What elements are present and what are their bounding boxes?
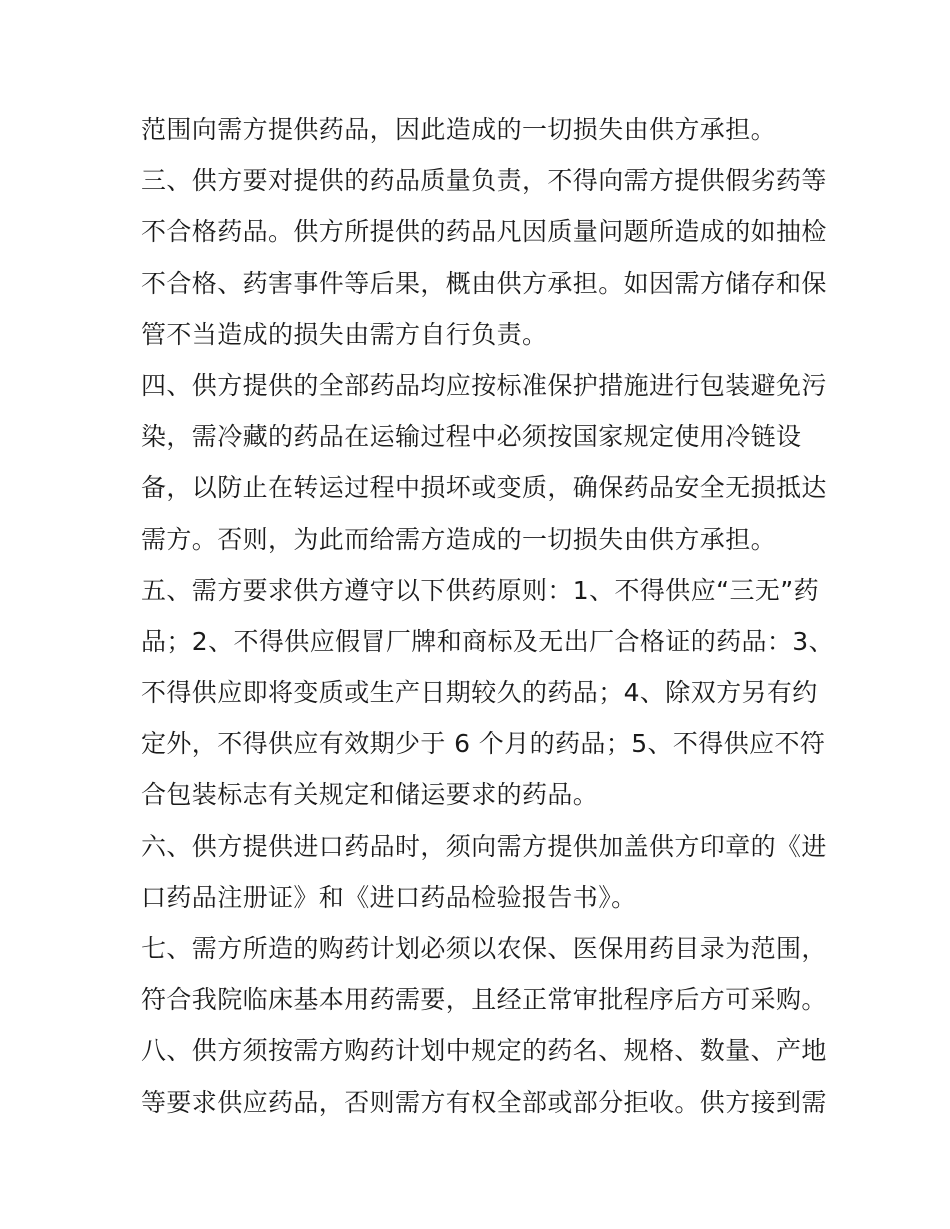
document-body (141, 107, 835, 1131)
text-line: 八、供方须按需方购药计划中规定的药名、规格、数量、产地 (141, 1036, 827, 1066)
text-line: 符合我院临床基本用药需要，且经正常审批程序后方可采购。 (141, 985, 827, 1015)
text-line: 范围向需方提供药品，因此造成的一切损失由供方承担。 (141, 115, 777, 144)
text-line: 口药品注册证》和《进口药品检验报告书》。 (141, 882, 637, 912)
text-line: 三、供方要对提供的药品质量负责，不得向需方提供假劣药等 (141, 166, 827, 196)
text-line: 五、需方要求供方遵守以下供药原则：1、不得供应“三无”药 (141, 575, 820, 605)
text-line: 不合格药品。供方所提供的药品凡因质量问题所造成的如抽检 (141, 217, 827, 247)
text-line: 七、需方所造的购药计划必须以农保、医保用药目录为范围， (141, 934, 827, 963)
text-line: 品；2、不得供应假冒厂牌和商标及无出厂合格证的药品：3、 (141, 626, 835, 656)
text-line: 管不当造成的损失由需方自行负责。 (141, 319, 548, 349)
text-line: 不得供应即将变质或生产日期较久的药品；4、除双方另有约 (141, 678, 818, 708)
text-line: 六、供方提供进口药品时，须向需方提供加盖供方印章的《进 (141, 831, 827, 861)
text-line: 合包装标志有关规定和储运要求的药品。 (141, 780, 599, 810)
text-line: 染，需冷藏的药品在运输过程中必须按国家规定使用冷链设 (141, 422, 802, 452)
text-line: 定外，不得供应有效期少于 6 个月的药品；5、不得供应不符 (141, 729, 826, 759)
text-line: 四、供方提供的全部药品均应按标准保护措施进行包装避免污 (141, 370, 827, 400)
text-line: 备，以防止在转运过程中损坏或变质，确保药品安全无损抵达 (141, 473, 827, 503)
text-line: 需方。否则，为此而给需方造成的一切损失由供方承担。 (141, 524, 777, 554)
text-line: 等要求供应药品，否则需方有权全部或部分拒收。供方接到需 (141, 1087, 827, 1117)
text-line: 不合格、药害事件等后果，概由供方承担。如因需方储存和保 (141, 268, 827, 298)
